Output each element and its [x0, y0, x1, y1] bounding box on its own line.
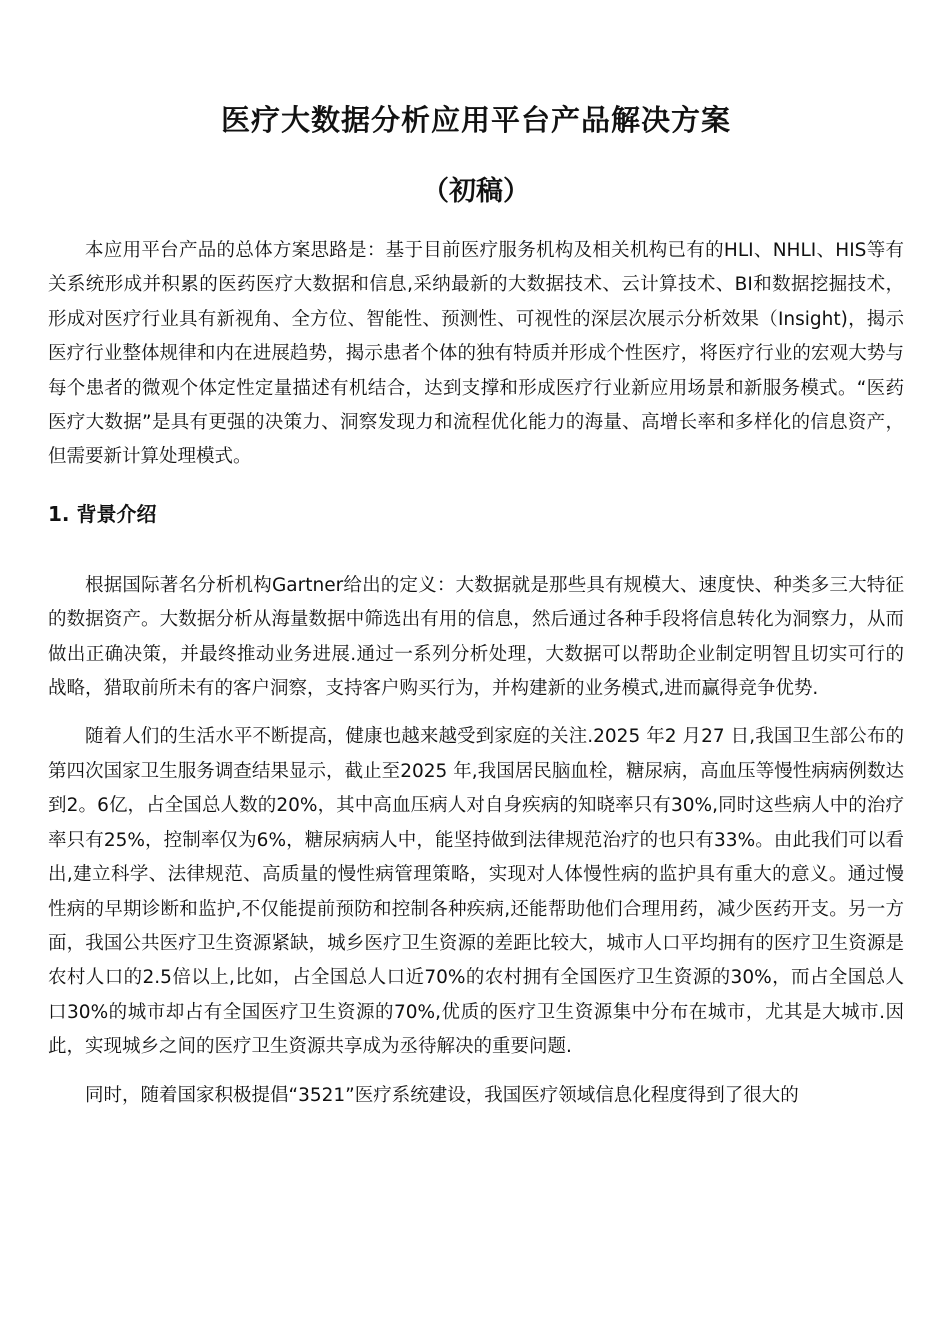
document-title: 医疗大数据分析应用平台产品解决方案: [220, 103, 731, 137]
document-subtitle: （初稿）: [422, 176, 530, 207]
background-paragraph-2: 随着人们的生活水平不断提高，健康也越来越受到家庭的关注.2025 年2 月27 日,我国卫生部公布的第四次国家卫生服务调查结果显示，截止至2025 年,我国居民脑血栓，糖尿病，高血压等慢性病病例数达到2。6亿，占全国总人数的20%，其中高血压病人对自身疾病的知晓率只有30%,同时这些病人中的治疗率只有25%，控制率仅为6%，糖尿病病人中，能坚持做到法律规范治疗的也只有33%。由此我们可以看出,建立科学、法律规范、高质量的慢性病管理策略，实现对人体慢性病的监护具有重大的意义。通过慢性病的早期诊断和监护,不仅能提前预防和控制各种疾病,还能帮助他们合理用药，减少医药开支。另一方面，我国公共医疗卫生资源紧缺，城乡医疗卫生资源的差距比较大，城市人口平均拥有的医疗卫生资源是农村人口的2.5倍以上,比如，占全国总人口近70%的农村拥有全国医疗卫生资源的30%，而占全国总人口30%的城市却占有全国医疗卫生资源的70%,优质的医疗卫生资源集中分布在城市，尤其是大城市.因此，实现城乡之间的医疗卫生资源共享成为丞待解决的重要问题.: [48, 726, 904, 1058]
intro-paragraph: 本应用平台产品的总体方案思路是：基于目前医疗服务机构及相关机构已有的HLI、NHLI、HIS等有关系统形成并积累的医药医疗大数据和信息,采纳最新的大数据技术、云计算技术、BI和数据挖掘技术，形成对医疗行业具有新视角、全方位、智能性、预测性、可视性的深层次展示分析效果（Insight)，揭示医疗行业整体规律和内在进展趋势，揭示患者个体的独有特质并形成个性医疗，将医疗行业的宏观大势与每个患者的微观个体定性定量描述有机结合，达到支撑和形成医疗行业新应用场景和新服务模式。“医药医疗大数据”是具有更强的决策力、洞察发现力和流程优化能力的海量、高增长率和多样化的信息资产，但需要新计算处理模式。: [48, 240, 904, 468]
document-page: [48, 96, 904, 1113]
background-paragraph-1: 根据国际著名分析机构Gartner给出的定义：大数据就是那些具有规模大、速度快、种类多三大特征的数据资产。大数据分析从海量数据中筛选出有用的信息，然后通过各种手段将信息转化为洞察力，从而做出正确决策，并最终推动业务进展.通过一系列分析处理，大数据可以帮助企业制定明智且切实可行的战略，猎取前所未有的客户洞察，支持客户购买行为，并构建新的业务模式,进而赢得竞争优势.: [48, 574, 904, 700]
section-heading-background: 1. 背景介绍: [48, 501, 157, 526]
background-paragraph-3: 同时，随着国家积极提倡“3521”医疗系统建设，我国医疗领域信息化程度得到了很大的: [85, 1084, 799, 1106]
